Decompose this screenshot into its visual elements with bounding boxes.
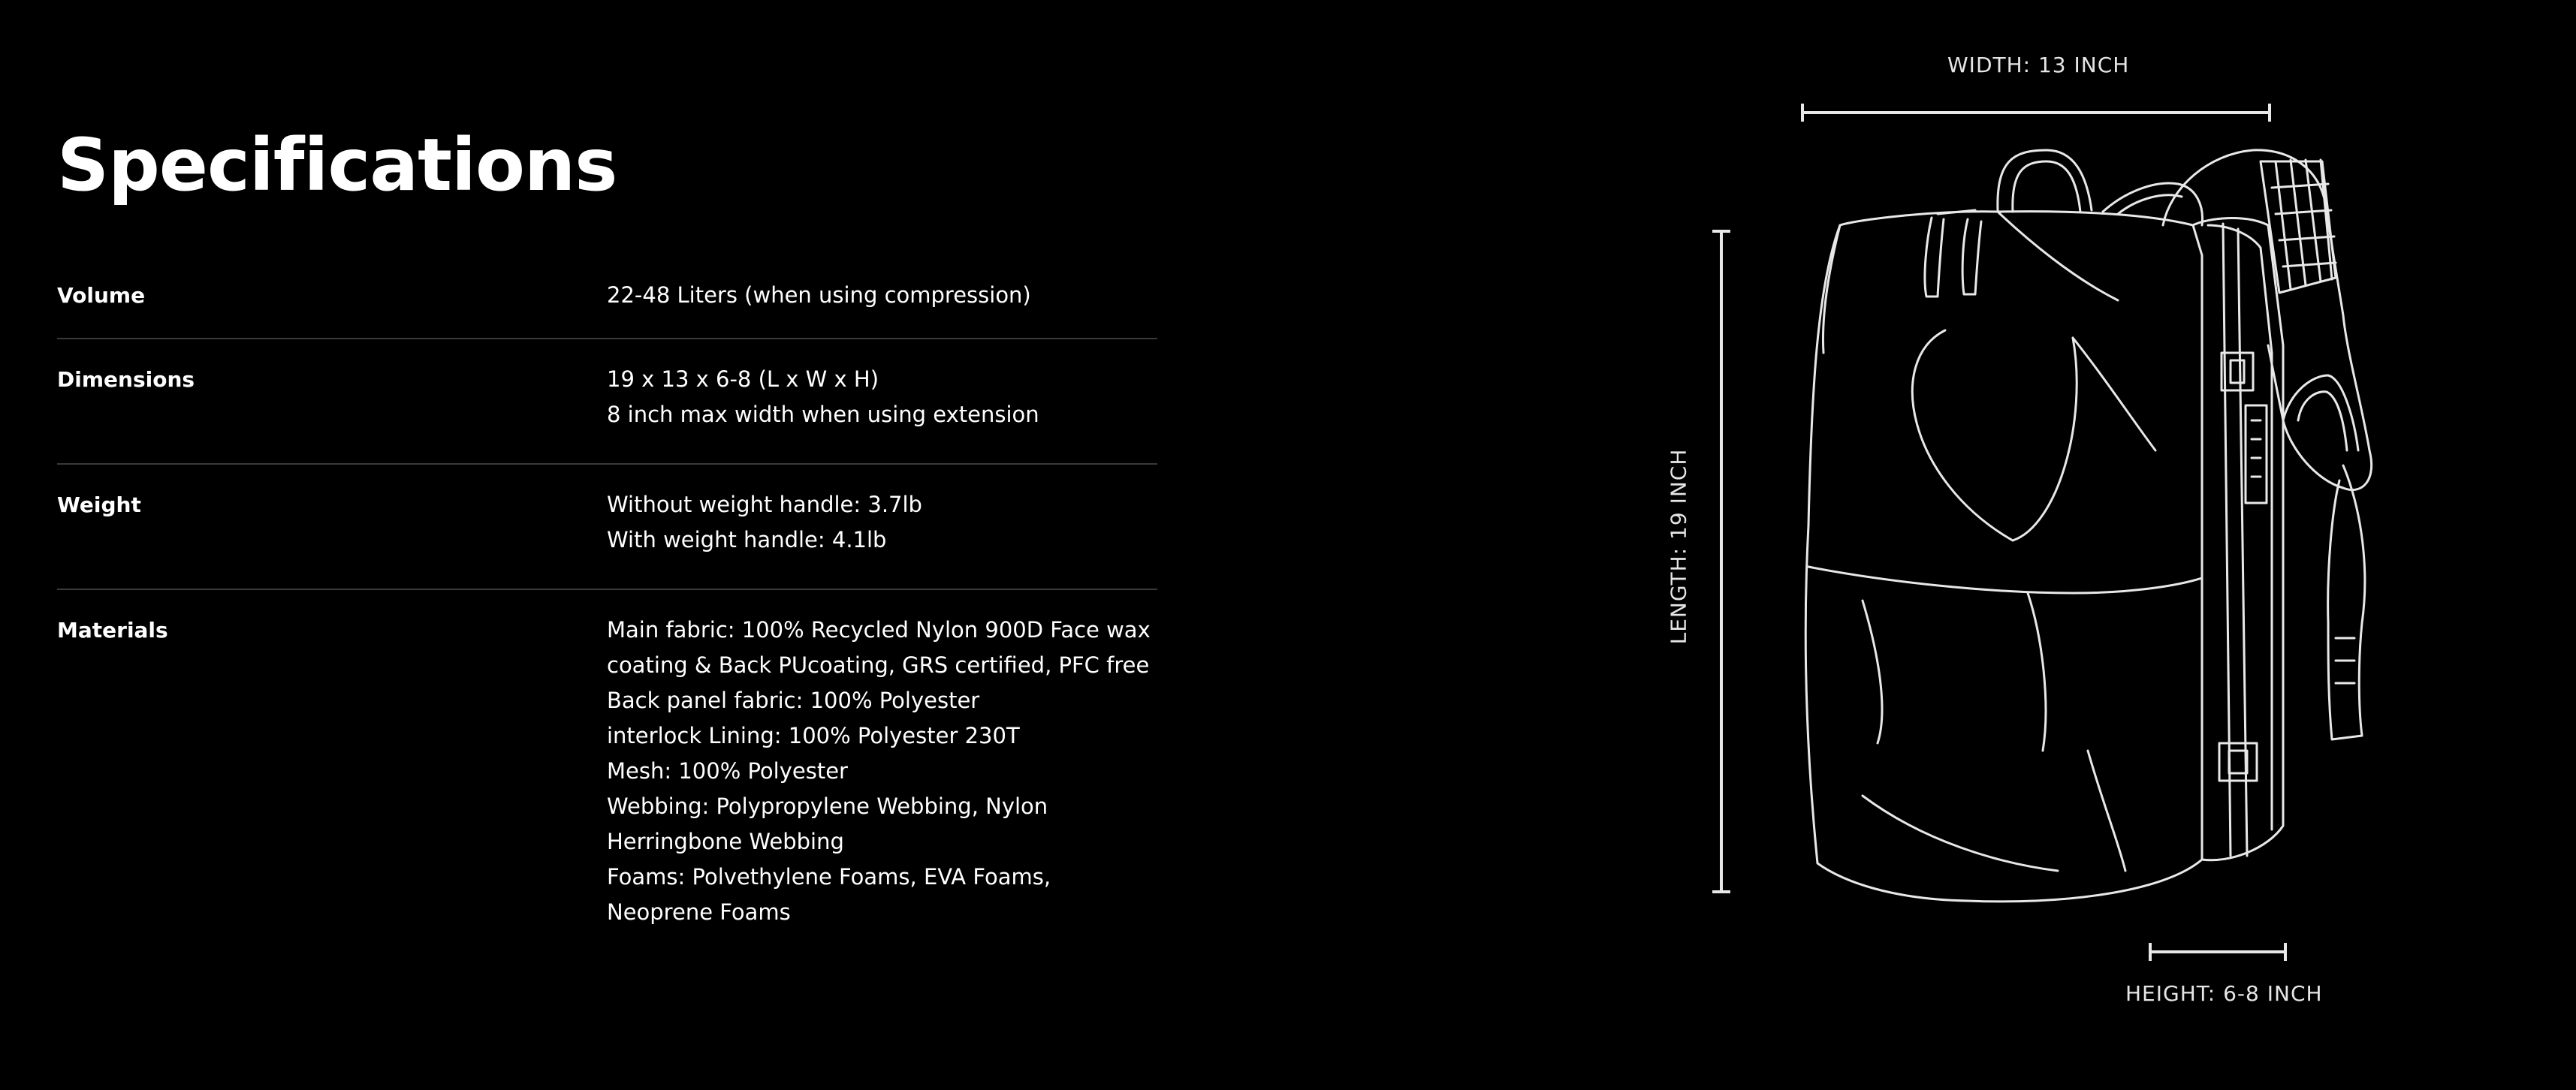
spec-value: 8 inch max width when using extension [607, 402, 1039, 427]
spec-value: Webbing: Polypropylene Webbing, Nylon [607, 793, 1048, 819]
spec-value: interlock Lining: 100% Polyester 230T [607, 723, 1020, 748]
spec-value: Main fabric: 100% Recycled Nylon 900D Face wax [607, 617, 1151, 643]
spec-table [57, 255, 1157, 965]
page-title: Specifications [57, 123, 617, 207]
spec-label: Dimensions [57, 367, 195, 392]
spec-value: With weight handle: 4.1lb [607, 527, 887, 553]
width-dimension-label: WIDTH: 13 INCH [1947, 53, 2130, 77]
spec-value: 19 x 13 x 6-8 (L x W x H) [607, 366, 879, 392]
spec-value: Mesh: 100% Polyester [607, 758, 848, 784]
spec-values [607, 465, 1157, 558]
dimension-diagram [1637, 0, 2576, 1090]
spec-value: Back panel fabric: 100% Polyester [607, 688, 980, 713]
spec-row-dimensions [57, 339, 1157, 465]
spec-label: Materials [57, 618, 168, 643]
spec-values [607, 339, 1157, 432]
spec-value: 22-48 Liters (when using compression) [607, 282, 1031, 308]
spec-label: Weight [57, 492, 141, 517]
spec-value: coating & Back PUcoating, GRS certified, PFC free [607, 652, 1150, 678]
length-dimension-label: LENGTH: 19 INCH [1666, 448, 1691, 645]
height-dimension-label: HEIGHT: 6-8 INCH [2125, 981, 2323, 1006]
backpack-line-drawing-icon [1637, 0, 2576, 1090]
spec-row-weight [57, 465, 1157, 590]
spec-values [607, 590, 1157, 930]
spec-value: Neoprene Foams [607, 899, 791, 925]
spec-values [607, 255, 1157, 313]
spec-value: Herringbone Webbing [607, 829, 844, 854]
spec-value: Foams: Polvethylene Foams, EVA Foams, [607, 864, 1051, 890]
spec-row-volume [57, 255, 1157, 339]
spec-label: Volume [57, 283, 146, 308]
spec-value: Without weight handle: 3.7lb [607, 492, 922, 517]
spec-row-materials [57, 590, 1157, 965]
